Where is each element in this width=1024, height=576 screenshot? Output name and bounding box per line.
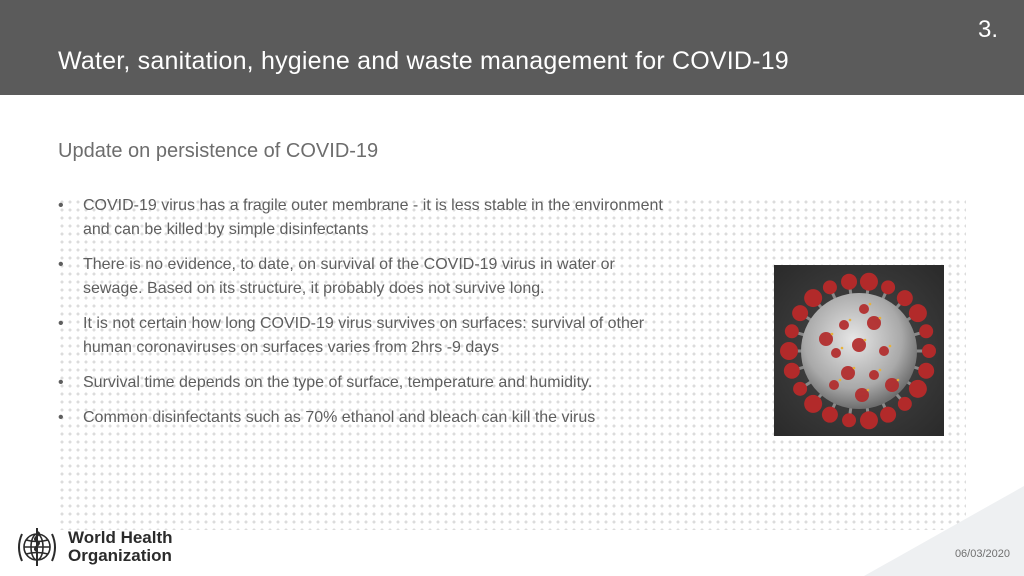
who-logo-text: [68, 529, 173, 565]
bullet-list: [58, 194, 758, 441]
corner-decoration: [864, 486, 1024, 576]
slide-title: Water, sanitation, hygiene and waste management for COVID-19: [58, 47, 789, 75]
coronavirus-illustration: [774, 265, 944, 436]
bullet-text-line2: human coronaviruses on surfaces varies from 2hrs -9 days: [83, 339, 500, 356]
bullet-text-line1: Common disinfectants such as 70% ethanol and bleach can kill the virus: [83, 409, 596, 426]
bullet-dot-icon: •: [58, 409, 64, 426]
bullet-text-line1: COVID-19 virus has a fragile outer membrane - it is less stable in the environment: [83, 197, 663, 214]
coronavirus-icon: [774, 265, 944, 436]
bullet-item: [58, 406, 758, 430]
slide-date: 06/03/2020: [954, 548, 1010, 560]
bullet-text-line1: Survival time depends on the type of surface, temperature and humidity.: [83, 374, 593, 391]
who-logo: [12, 524, 173, 570]
bullet-dot-icon: •: [58, 197, 64, 214]
bullet-text-line1: There is no evidence, to date, on survival of the COVID-19 virus in water or: [83, 256, 615, 273]
bullet-dot-icon: •: [58, 256, 64, 273]
bullet-text-line2: and can be killed by simple disinfectants: [83, 221, 369, 238]
bullet-item: [58, 371, 758, 395]
slide-number: 3.: [977, 16, 998, 43]
bullet-text-line2: sewage. Based on its structure, it probably does not survive long.: [83, 280, 545, 297]
header-bar: [0, 0, 1024, 95]
logo-line1: World Health: [68, 528, 173, 547]
bullet-item: [58, 253, 758, 301]
bullet-item: [58, 312, 758, 360]
bullet-text-line1: It is not certain how long COVID-19 virus survives on surfaces: survival of other: [83, 315, 645, 332]
bullet-dot-icon: •: [58, 315, 64, 332]
bullet-item: [58, 194, 758, 242]
slide-subtitle: Update on persistence of COVID-19: [58, 140, 379, 162]
who-emblem-icon: [12, 524, 62, 570]
bullet-dot-icon: •: [58, 374, 64, 391]
logo-line2: Organization: [68, 546, 172, 565]
